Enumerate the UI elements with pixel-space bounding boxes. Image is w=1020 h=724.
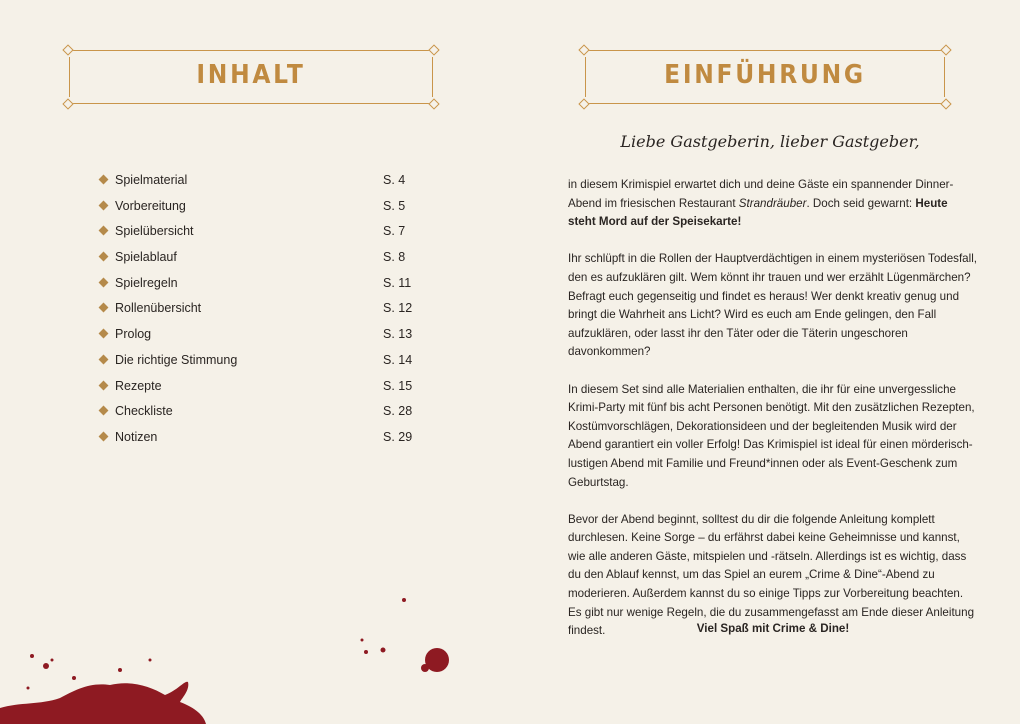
corner-ornament xyxy=(578,44,589,55)
toc-item-page: S. 15 xyxy=(383,378,413,393)
toc-item-page: S. 11 xyxy=(383,275,412,290)
corner-ornament xyxy=(578,98,589,109)
salutation: Liebe Gastgeberin, lieber Gastgeber, xyxy=(620,132,920,151)
table-of-contents xyxy=(98,170,418,453)
diamond-bullet-icon xyxy=(99,175,109,185)
contents-title: INHALT xyxy=(196,60,306,90)
toc-item-page: S. 14 xyxy=(383,352,413,367)
toc-item xyxy=(98,273,418,299)
toc-item-label: Notizen xyxy=(115,429,158,444)
toc-item-label: Spielregeln xyxy=(115,275,178,290)
toc-item-label: Rezepte xyxy=(115,378,162,393)
toc-item-label: Spielablauf xyxy=(115,250,177,265)
toc-item-page: S. 8 xyxy=(383,250,406,265)
toc-item-page: S. 29 xyxy=(383,429,413,444)
toc-item xyxy=(98,427,418,453)
toc-item xyxy=(98,170,418,196)
toc-item xyxy=(98,350,418,376)
diamond-bullet-icon xyxy=(99,406,109,416)
corner-ornament xyxy=(62,44,73,55)
toc-item-page: S. 7 xyxy=(383,224,406,239)
toc-item-label: Prolog xyxy=(115,327,152,342)
toc-item xyxy=(98,247,418,273)
toc-item-label: Spielübersicht xyxy=(115,224,194,239)
toc-item-page: S. 5 xyxy=(383,198,406,213)
toc-item-label: Checkliste xyxy=(115,404,173,419)
toc-item xyxy=(98,221,418,247)
paragraph-1: in diesem Krimispiel erwartet dich und deine Gäste ein spannender Dinner-Abend im friesischen Restaurant Strandräuber. Doch seid gewarnt: Heute steht Mord auf der Speisekarte! xyxy=(568,178,954,229)
toc-item-label: Rollenübersicht xyxy=(115,301,202,316)
toc-item-label: Die richtige Stimmung xyxy=(115,352,238,367)
toc-item xyxy=(98,196,418,222)
toc-item xyxy=(98,376,418,402)
diamond-bullet-icon xyxy=(99,354,109,364)
paragraph-4: Bevor der Abend beginnt, solltest du dir die folgende Anleitung komplett durchlesen. Keine Sorge – du erfährst dabei keine Geheimnisse und kannst, wie alle anderen Gäste, mitspielen und -rätseln. Allerdings ist es wichtig, dass du den Ablauf kennst, um das Spiel an eurem „Crime & Dine“-Abend zu moderieren. Außerdem kannst du so einige Tipps zur Vorbereitung beachten. Es gibt nur wenige Regeln, die du zusammengefasst am Ende dieser Anleitung findest. xyxy=(568,512,975,638)
right-page xyxy=(510,0,1020,724)
toc-item-label: Spielmaterial xyxy=(115,173,188,187)
closing-line: Viel Spaß mit Crime & Dine! xyxy=(696,622,850,635)
toc-item xyxy=(98,298,418,324)
diamond-bullet-icon xyxy=(99,329,109,339)
paragraph-2: Ihr schlüpft in die Rollen der Hauptverdächtigen in einem mysteriösen Todesfall, den es aufzuklären gilt. Wem könnt ihr trauen und wer erzählt Lügenmärchen? Befragt euch gegenseitig und findet es heraus! Wer denkt kreativ genug und bringt die Wahrheit ans Licht? Wird es euch am Ende gelingen, den Fall aufzuklären, oder lasst ihr den Täter oder die Täterin ungeschoren davonkommen? xyxy=(568,252,978,359)
toc-item-page: S. 4 xyxy=(383,173,406,187)
diamond-bullet-icon xyxy=(99,200,109,210)
introduction-header-frame xyxy=(585,50,945,104)
blood-splatter-decoration xyxy=(0,590,470,724)
toc-item-page: S. 13 xyxy=(383,327,413,342)
corner-ornament xyxy=(62,98,73,109)
diamond-bullet-icon xyxy=(99,226,109,236)
corner-ornament xyxy=(940,98,951,109)
toc-item-page: S. 28 xyxy=(383,404,413,419)
corner-ornament xyxy=(428,98,439,109)
diamond-bullet-icon xyxy=(99,431,109,441)
diamond-bullet-icon xyxy=(99,380,109,390)
toc-item xyxy=(98,324,418,350)
diamond-bullet-icon xyxy=(99,277,109,287)
diamond-bullet-icon xyxy=(99,252,109,262)
introduction-body xyxy=(568,176,978,659)
toc-item-label: Vorbereitung xyxy=(115,198,186,213)
contents-header-frame xyxy=(69,50,433,104)
corner-ornament xyxy=(428,44,439,55)
toc-item xyxy=(98,401,418,427)
corner-ornament xyxy=(940,44,951,55)
paragraph-3: In diesem Set sind alle Materialien enthalten, die ihr für eine unvergessliche Krimi-Party mit fünf bis acht Personen benötigt. Mit den zusätzlichen Rezepten, Kostümvorschlägen, Dekorationsideen und der begleitenden Musik wird der Abend garantiert ein voller Erfolg! Das Krimispiel ist ideal für einen mörderisch-lustigen Abend mit Familie und Freund*innen oder als Event-Geschenk zum Geburtstag. xyxy=(568,382,975,489)
toc-item-page: S. 12 xyxy=(383,301,413,316)
introduction-title: EINFÜHRUNG xyxy=(664,60,866,90)
diamond-bullet-icon xyxy=(99,303,109,313)
